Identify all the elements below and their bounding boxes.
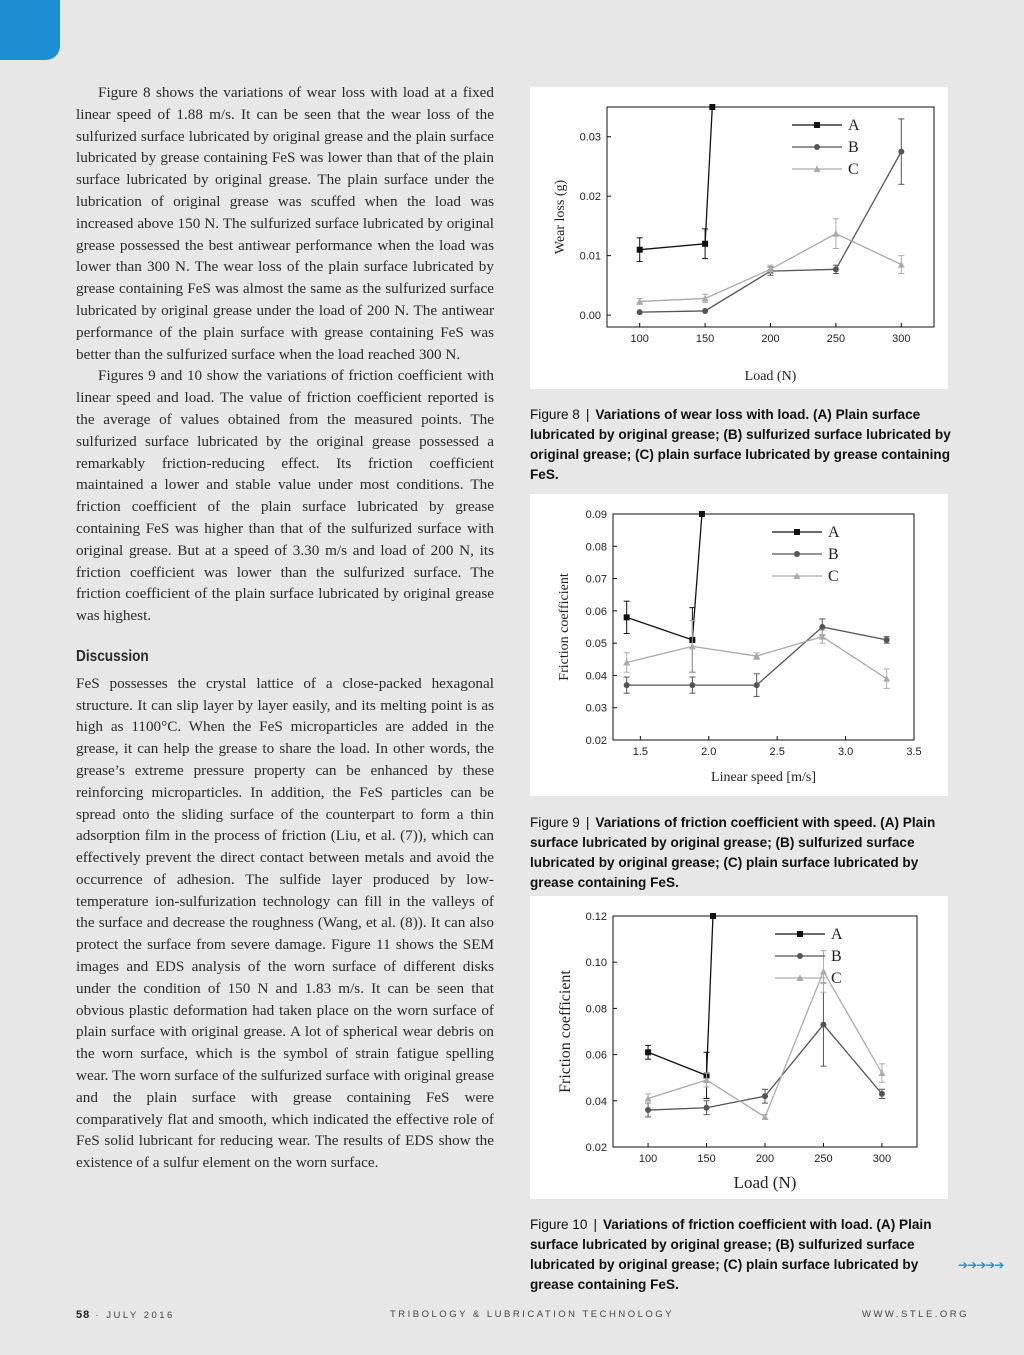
paragraph-discussion: FeS possesses the crystal lattice of a close-packed hexagonal structure. It can slip layer by layer easily, and its melting point is as high as 1100°C. When the FeS microparticles are added in the grease, it can help the grease to share the load. In other words, the grease’s extreme pressure property can be enhanced by these reinforcing microparticles. In addition, the FeS particles can be spread onto the sliding surface of the counterpart to form a thin adsorption film in the process of friction (Liu, et al. (7)), which can effectively prevent the direct contact between metals and avoid the occurrence of adhesion. The sulfide layer produced by low-temperature ion-sulfurization technology can fill in the valleys of the surface and decrease the roughness (Wang, et al. (8)). It can also protect the surface from severe damage. Figure 11 shows the SEM images and EDS analysis of the worn surface of different disks under the condition of 150 N and 1.83 m/s. It can be seen that obvious plastic deformation had taken place on the worn surface of plain surface with original grease. A lot of spherical wear debris on the worn surface, which is the symbol of strain fatigue spelling wear. The worn surface of the sulfurized surface with original grease and the plain surface with grease containing FeS were comparatively flat and smooth, which indicated the effective role of FeS solid lubricant for reducing wear. The results of EDS show the existence of a sulfur element on the worn surface. (76, 674, 494, 1172)
x-tick-label: 3.5 (906, 746, 922, 758)
data-point-b (884, 637, 890, 643)
plot-frame (613, 514, 914, 740)
y-tick-label: 0.05 (585, 638, 607, 651)
corner-tab (0, 0, 60, 60)
plot-frame (613, 916, 917, 1147)
plot-frame (607, 107, 934, 327)
footer-page-info (76, 1309, 175, 1321)
y-tick-label: 0.03 (585, 702, 607, 715)
paragraph-figure8: Figure 8 shows the variations of wear loss with load at a fixed linear speed of 1.88 m/s. It can be seen that the wear loss of the sulfurized surface lubricated by original grease and the plain surface lubricated by grease containing FeS was lower than that of the plain surface lubricated by original grease. The plain surface under the lubrication of original grease was scuffed when the load was increased above 150 N. The sulfurized surface lubricated by original grease possessed the best antiwear performance when the load was lower than 300 N. The wear loss of the plain surface lubricated by grease containing FeS was almost the same as the sulfurized surface lubricated by original grease under the load of 200 N. The antiwear performance of the plain surface with grease containing FeS was better than the sulfurized surface when the load reached 300 N. (76, 84, 494, 363)
x-axis-label: Load (N) (744, 369, 797, 384)
data-point-b (637, 309, 643, 315)
x-tick-label: 250 (814, 1153, 833, 1165)
legend-label-c: C (831, 970, 842, 987)
y-tick-label: 0.08 (585, 541, 607, 554)
legend-marker-b (814, 144, 820, 150)
y-tick-label: 0.08 (585, 1003, 607, 1016)
data-point-c (820, 968, 827, 975)
series-b-line (640, 152, 902, 313)
data-point-b (762, 1093, 768, 1099)
data-point-a (709, 104, 715, 110)
y-tick-label: 0.12 (585, 911, 607, 923)
legend-label-c: C (848, 161, 859, 178)
data-point-c (898, 261, 905, 268)
legend-label-b: B (831, 948, 842, 965)
x-tick-label: 150 (697, 1153, 716, 1165)
y-tick-label: 0.09 (585, 509, 607, 521)
section-heading-discussion: Discussion (76, 647, 149, 665)
legend-marker-a (794, 529, 800, 535)
y-tick-label: 0.00 (579, 310, 601, 323)
legend-marker-b (797, 953, 803, 959)
data-point-b (754, 682, 760, 688)
y-axis-label: Friction coefficient (557, 573, 572, 681)
figure9-caption-text: Variations of friction coefficient with speed. (A) Plain surface lubricated by original grease; (B) sulfurized surface lubricated by original grease; (C) plain surface lubricated by grease containing FeS. (530, 815, 936, 890)
x-axis-label: Linear speed [m/s] (711, 770, 816, 785)
legend-label-a: A (828, 524, 840, 541)
article-text-column (76, 82, 494, 1174)
y-tick-label: 0.07 (585, 573, 607, 586)
data-point-b (833, 266, 839, 272)
data-point-a (637, 247, 643, 253)
y-tick-label: 0.10 (585, 957, 607, 970)
x-tick-label: 250 (826, 333, 846, 345)
figure8-chart (530, 87, 948, 389)
legend-marker-b (794, 551, 800, 557)
x-tick-label: 150 (695, 333, 715, 345)
x-tick-label: 2.0 (701, 746, 717, 758)
x-tick-label: 2.5 (769, 746, 785, 758)
footer-separator: · (95, 1310, 102, 1321)
x-tick-label: 200 (755, 1153, 775, 1165)
legend-marker-a (797, 931, 803, 937)
figure9-chart (530, 494, 948, 796)
issue-date: JULY 2016 (106, 1310, 175, 1321)
y-tick-label: 0.03 (579, 131, 601, 144)
data-point-b (898, 149, 904, 155)
figure9-caption: Figure 9 | Variations of friction coefficient with speed. (A) Plain surface lubricated by original grease; (B) sulfurized surface lubricated by original grease; (C) plain surface lubricated by grease containing FeS. (530, 815, 936, 890)
figure10-caption: Figure 10 | Variations of friction coefficient with load. (A) Plain surface lubricated by original grease; (B) sulfurized surface lubricated by original grease; (C) plain surface lubricated by grease containing FeS. (530, 1217, 932, 1292)
data-point-a (624, 614, 630, 620)
figure10-caption-text: Variations of friction coefficient with load. (A) Plain surface lubricated by original grease; (B) sulfurized surface lubricated by original grease; (C) plain surface lubricated by grease containing FeS. (530, 1217, 932, 1292)
series-a-line (648, 916, 713, 1075)
legend-label-b: B (848, 139, 859, 156)
data-point-a (645, 1049, 651, 1055)
legend-label-c: C (828, 568, 839, 585)
data-point-c (883, 675, 890, 682)
figure8-caption: Figure 8 | Variations of wear loss with load. (A) Plain surface lubricated by original grease; (B) sulfurized surface lubricated by original grease; (C) plain surface lubricated by grease containing FeS. (530, 407, 951, 482)
x-tick-label: 100 (638, 1153, 658, 1165)
data-point-b (820, 1022, 826, 1028)
continue-arrows-icon: ➔➔➔➔➔ (958, 1258, 1004, 1272)
data-point-b (819, 624, 825, 630)
x-tick-label: 100 (630, 333, 649, 345)
data-point-b (624, 682, 630, 688)
legend-label-b: B (828, 546, 839, 563)
figure10-panel (530, 896, 948, 1199)
data-point-b (645, 1107, 651, 1113)
y-tick-label: 0.06 (585, 605, 607, 618)
figure8-label: Figure 8 (530, 407, 580, 422)
y-tick-label: 0.04 (585, 670, 607, 683)
y-axis-label: Wear loss (g) (553, 179, 568, 255)
figure8-caption-text: Variations of wear loss with load. (A) Plain surface lubricated by original grease; (B) sulfurized surface lubricated by original grease; (C) plain surface lubricated by grease containing FeS. (530, 407, 951, 482)
figure10-label: Figure 10 (530, 1217, 588, 1232)
paragraph-figures9-10: Figures 9 and 10 show the variations of friction coefficient with linear speed and load. The value of friction coefficient reported is the average of values obtained from the measured points. The sulfurized surface lubricated by the original grease possessed a remarkably friction-reducing effect. Its friction coefficient maintained a lower and stable value under most conditions. The friction coefficient of the plain surface lubricated by grease containing FeS was higher than that of the sulfurized surface with original grease. But at a speed of 3.30 m/s and load of 200 N, its friction coefficient was lower than the sulfurized surface. The friction coefficient of the plain surface lubricated by original grease was highest. (76, 367, 494, 625)
figure9-label: Figure 9 (530, 815, 580, 830)
data-point-b (704, 1105, 710, 1111)
y-axis-label: Friction coefficient (557, 970, 574, 1093)
figure8-panel (530, 87, 948, 389)
data-point-a (702, 241, 708, 247)
legend-label-a: A (848, 117, 860, 134)
data-point-a (699, 511, 705, 517)
x-tick-label: 3.0 (837, 746, 854, 758)
x-axis-label: Load (N) (733, 1173, 797, 1192)
figure10-chart (530, 896, 948, 1199)
data-point-c (832, 230, 839, 237)
journal-name: TRIBOLOGY & LUBRICATION TECHNOLOGY (390, 1309, 675, 1320)
y-tick-label: 0.01 (579, 250, 601, 263)
page-number: 58 (76, 1309, 91, 1321)
figure9-panel (530, 494, 948, 796)
y-tick-label: 0.04 (585, 1095, 607, 1108)
legend-label-a: A (831, 926, 843, 943)
data-point-c (819, 633, 826, 640)
y-tick-label: 0.02 (585, 735, 607, 747)
website-url: WWW.STLE.ORG (862, 1309, 970, 1320)
data-point-b (702, 308, 708, 314)
series-a-line (640, 107, 713, 250)
legend-marker-a (814, 122, 820, 128)
x-tick-label: 300 (892, 333, 911, 345)
x-tick-label: 1.5 (632, 746, 649, 758)
data-point-b (689, 682, 695, 688)
y-tick-label: 0.06 (585, 1049, 607, 1062)
data-point-c (878, 1070, 885, 1077)
x-tick-label: 300 (872, 1153, 892, 1165)
data-point-a (710, 913, 716, 919)
y-tick-label: 0.02 (585, 1142, 607, 1154)
y-tick-label: 0.02 (579, 191, 601, 204)
data-point-b (879, 1091, 885, 1097)
x-tick-label: 200 (761, 333, 780, 345)
